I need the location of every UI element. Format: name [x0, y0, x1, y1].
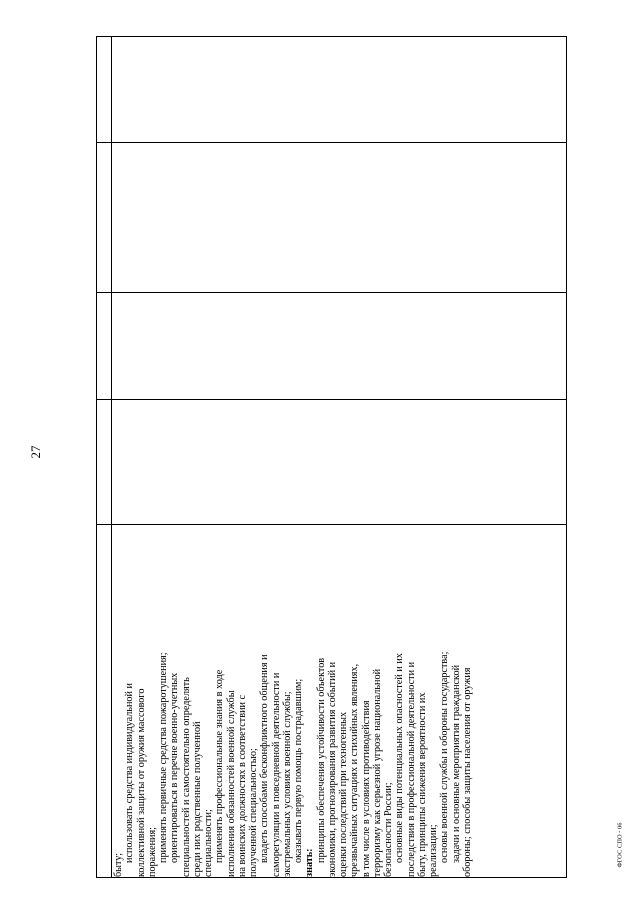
cell-text-line: поражения; [146, 826, 158, 877]
cell-text-line: полученной специальностью; [248, 748, 259, 877]
cell-text-line: оценки последствий при техногенных [338, 711, 349, 877]
cell-text-line: исполнения обязанностей военной службы [225, 690, 237, 877]
cell-text-line: применять первичные средства пожаротушения; [158, 652, 169, 863]
cell-text-line: экстремальных условиях военной службы; [281, 691, 293, 877]
cell-text-line: среди них родственные полученной [191, 721, 203, 877]
document-code: ФГОС СПО - 06 [616, 822, 624, 868]
table-row-divider [97, 399, 566, 400]
cell-text-line: чрезвычайных ситуациях и стихийных явлениях, [349, 663, 361, 877]
cell-text-line: специальности; [203, 809, 214, 877]
cell-text-line: основы военной службы и обороны государства; [439, 651, 451, 863]
cell-text-line: реализации; [428, 824, 439, 877]
table-row-divider [97, 142, 566, 143]
cell-text-line: основные виды потенциальных опасностей и их [394, 653, 406, 863]
page-number: 27 [28, 445, 43, 459]
cell-text-line: использовать средства индивидуальной и [124, 683, 136, 863]
cell-text-line: обороны; способы защиты населения от оружия [461, 667, 473, 877]
cell-text-line: саморегуляции в повседневной деятельности и [270, 672, 282, 877]
table-row-divider [97, 292, 566, 293]
cell-text-line: задачи и основные мероприятия гражданской [450, 664, 462, 863]
cell-text-line: владеть способами бесконфликтного общения и [259, 654, 271, 863]
cell-text-line: быту; [113, 852, 124, 877]
table-row-divider [97, 524, 566, 525]
cell-text-line: быту, принципы снижения вероятности их [416, 692, 428, 877]
competency-cell-text [113, 526, 565, 877]
cell-text-line: принципы обеспечения устойчивости объектов [315, 657, 327, 863]
cell-text-line: терроризму как серьезной угрозе национальной [371, 668, 383, 877]
cell-text-line: на воинских должностях в соответствии с [236, 694, 248, 877]
cell-text-line: применять профессиональные знания в ходе [214, 669, 226, 863]
cell-text-line: в том числе в условиях противодействия [360, 700, 372, 877]
cell-text-line: специальностей и самостоятельно определять [180, 677, 192, 877]
cell-text-line: экономики, прогнозирования развития событий и [326, 661, 338, 877]
cell-text-line: последствия в профессиональной деятельности и [405, 661, 417, 877]
requirements-table [96, 36, 567, 878]
table-column-divider [111, 37, 112, 877]
cell-text-line: ориентироваться в перечне военно-учетных [169, 672, 181, 863]
cell-text-line: оказывать первую помощь пострадавшим; [293, 678, 304, 863]
cell-text-line: коллективной защиты от оружия массового [135, 688, 147, 877]
cell-text-line: безопасности России; [383, 782, 394, 877]
cell-text-line: знать: [304, 848, 316, 877]
